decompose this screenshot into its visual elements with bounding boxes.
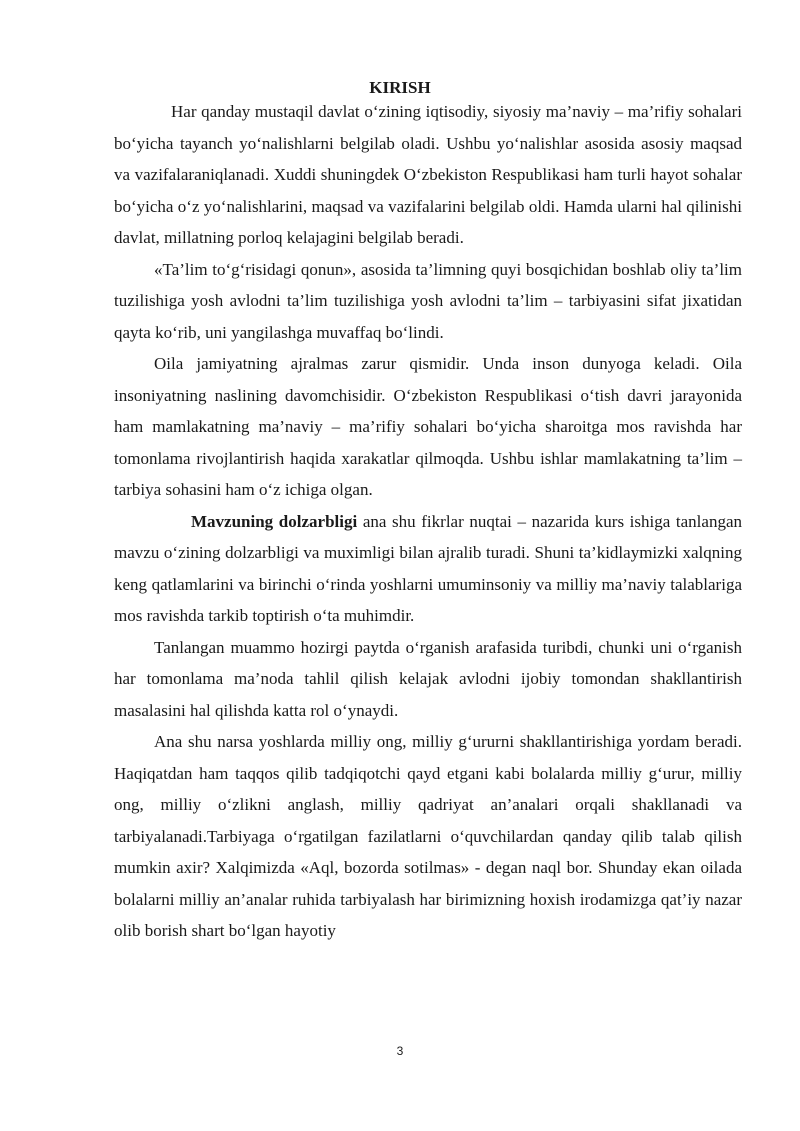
paragraph-education-law: «Ta’lim to‘g‘risidagi qonun», asosida ta’limning quyi bosqichidan boshlab oliy ta’lim tuzilishiga yosh avlodni ta’lim tuzilishiga yosh avlodni ta’lim – tarbiyasini sifat jixatidan qayta ko‘rib, uni yangilashga muvaffaq bo‘lindi. bbox=[114, 259, 742, 342]
paragraph-family: Oila jamiyatning ajralmas zarur qismidir. Unda inson dunyoga keladi. Oila insoniyatning naslining davomchisidir. O‘zbekiston Respublikasi o‘tish davri jarayonida ham mamlakatning ma’naviy – ma’rifiy sohalari bo‘yicha sharoitga mos ravishda har tomonlama rivojlantirish haqida xarakatlar qilmoqda. Ushbu ishlar mamlakatning ta’lim – tarbiya sohasini ham o‘z ichiga olgan. bbox=[114, 354, 742, 499]
paragraph-relevance bbox=[114, 506, 742, 632]
relevance-text: ana shu fikrlar nuqtai – nazarida kurs ishiga tanlangan mavzu o‘zining dolzarbligi va muximligi bilan ajralib turadi. Shuni ta’kidlaymizki xalqning keng qatlamlarini va birinchi o‘rinda yoshlarni umuminsoniy va milliy ma’naviy talablariga mos ravishda tarkib toptirish o‘ta muhimdir. bbox=[114, 511, 742, 625]
page-title: KIRISH bbox=[369, 78, 431, 97]
paragraph-problem: Tanlangan muammo hozirgi paytda o‘rganish arafasida turibdi, chunki uni o‘rganish har tomonlama ma’noda tahlil qilish kelajak avlodni ijobiy tomondan shakllantirish masalasini hal qilishda katta rol o‘ynaydi. bbox=[114, 637, 742, 720]
relevance-heading: Mavzuning dolzarbligi bbox=[191, 511, 358, 531]
paragraph-national-pride: Ana shu narsa yoshlarda milliy ong, milliy g‘ururni shakllantirishiga yordam beradi. Haqiqatdan ham taqqos qilib tadqiqotchi qayd etgani kabi bolalarda milliy g‘urur, milliy ong, milliy o‘zlikni anglash, milliy qadriyat an’analari orqali shakllanadi va tarbiyalanadi.Tarbiyaga o‘rgatilgan fazilatlarni o‘quvchilardan qanday qilib talab qilish mumkin axir? Xalqimizda «Aql, bozorda sotilmas» - degan naql bor. Shunday ekan oilada bolalarni milliy an’analar ruhida tarbiyalash har birimizning hoxish irodamizga qat’iy nazar olib borish shart bo‘lgan hayotiy bbox=[114, 732, 742, 940]
paragraph-intro: Har qanday mustaqil davlat o‘zining iqtisodiy, siyosiy ma’naviy – ma’rifiy sohalari bo‘yicha tayanch yo‘nalishlarni belgilab oladi. Ushbu yo‘nalishlar asosida asosiy maqsad va vazifalaraniqlanadi. Xuddi shuningdek O‘zbekiston Respublikasi ham turli hayot sohalar bo‘yicha o‘z yo‘nalishlarini, maqsad va vazifalarini belgilab oldi. Hamda ularni hal qilinishi davlat, millatning porloq kelajagini belgilab beradi. bbox=[114, 102, 742, 247]
document-body bbox=[114, 96, 742, 947]
page-number: 3 bbox=[396, 1044, 404, 1058]
